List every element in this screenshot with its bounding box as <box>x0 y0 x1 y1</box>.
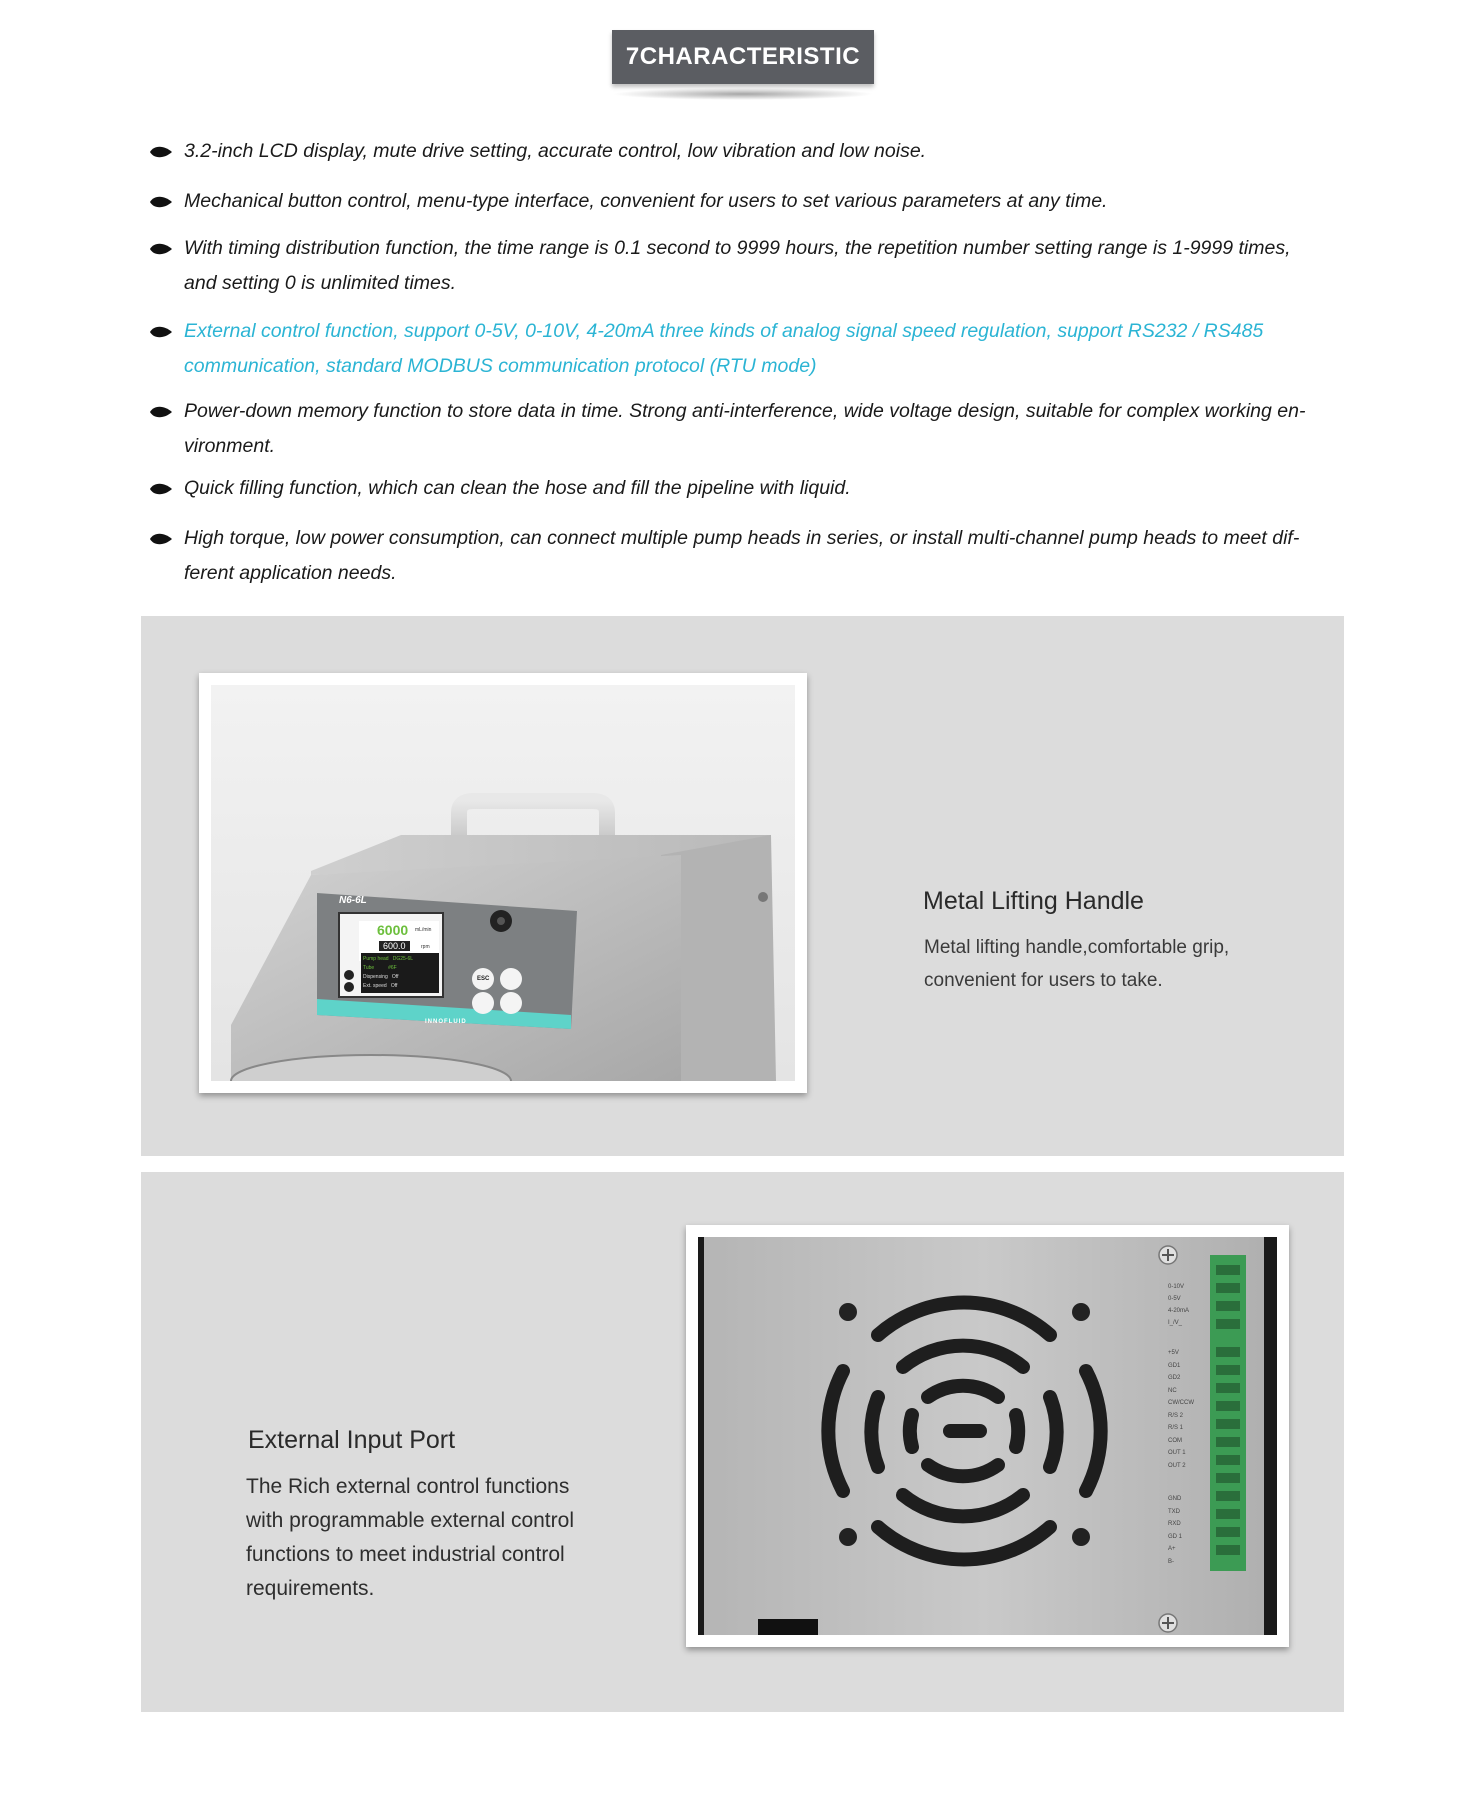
feature-item <box>148 471 1348 506</box>
terminal-label-group <box>1168 1281 1189 1329</box>
device-menu-row: Tube #6F <box>363 965 397 971</box>
feature-item-highlighted <box>148 314 1348 384</box>
device-flow-unit: mL/min <box>415 927 432 933</box>
feature-line: High torque, low power consumption, can connect multiple pump heads in series, or install multi-channel pump heads to meet dif- <box>184 527 1300 549</box>
device-menu-row: Ext. speed Off <box>363 983 398 989</box>
feature-line: ferent application needs. <box>184 562 397 584</box>
terminal-label: A+ <box>1168 1546 1176 1552</box>
terminal-label: TXD <box>1168 1508 1180 1515</box>
feature-line: Quick filling function, which can clean the hose and fill the pipeline with liquid. <box>184 477 851 499</box>
handle-feature-title: Metal Lifting Handle <box>923 887 1144 915</box>
device-brand-label: INNOFLUID <box>425 1019 467 1025</box>
handle-desc-line: convenient for users to take. <box>924 970 1163 991</box>
terminal-label: RXD <box>1168 1521 1181 1527</box>
port-photo-frame <box>686 1225 1289 1647</box>
terminal-label-group <box>1168 1347 1194 1472</box>
pump-photo-frame <box>199 673 807 1093</box>
port-desc-line: functions to meet industrial control <box>246 1543 565 1566</box>
feature-line: With timing distribution function, the time range is 0.1 second to 9999 hours, the repetition number setting range is 1-9999 times, <box>184 237 1291 259</box>
feature-line: External control function, support 0-5V, 0-10V, 4-20mA three kinds of analog signal speed regulation, support RS232 / RS485 <box>184 320 1264 342</box>
terminal-label: COM <box>1168 1437 1182 1444</box>
terminal-label: OUT 2 <box>1168 1462 1186 1469</box>
terminal-label-group <box>1168 1493 1182 1568</box>
terminal-label: GD1 <box>1168 1362 1181 1369</box>
device-menu <box>363 955 413 991</box>
feature-line: communication, standard MODBUS communication protocol (RTU mode) <box>184 355 817 377</box>
feature-item <box>148 394 1348 464</box>
section-title-badge <box>612 30 874 84</box>
handle-feature-description <box>924 931 1229 997</box>
port-desc-line: with programmable external control <box>246 1509 574 1532</box>
terminal-label: B- <box>1168 1558 1174 1565</box>
bullet-icon <box>150 145 172 159</box>
terminal-label: I_/V_ <box>1168 1320 1183 1326</box>
device-speed-value: 600.0 <box>379 941 410 951</box>
port-feature-title: External Input Port <box>248 1426 456 1454</box>
badge-shadow <box>612 88 874 100</box>
port-photo <box>698 1237 1277 1635</box>
bullet-icon <box>150 242 172 256</box>
handle-desc-line: Metal lifting handle,comfortable grip, <box>924 937 1230 958</box>
bullet-icon <box>150 195 172 209</box>
device-menu-row: Pump head DG25-6L <box>363 956 414 962</box>
terminal-label: GD 1 <box>1168 1533 1183 1540</box>
feature-line: and setting 0 is unlimited times. <box>184 272 457 294</box>
terminal-label: 4-20mA <box>1168 1308 1190 1314</box>
terminal-label: 0-5V <box>1168 1296 1181 1302</box>
device-flow-value: 6000 <box>377 922 409 938</box>
port-desc-line: requirements. <box>246 1577 375 1600</box>
bullet-icon <box>150 405 172 419</box>
feature-line: Power-down memory function to store data in time. Strong anti-interference, wide voltage design, suitable for complex working en- <box>184 400 1306 422</box>
device-model-label: N6-6L <box>339 895 367 906</box>
feature-item <box>148 231 1348 301</box>
feature-item <box>148 134 1348 169</box>
bullet-icon <box>150 482 172 496</box>
section-title: 7CHARACTERISTIC <box>625 43 861 70</box>
bullet-icon <box>150 532 172 546</box>
terminal-label: GND <box>1168 1496 1182 1502</box>
port-feature-description <box>246 1470 574 1606</box>
pump-photo <box>211 685 795 1081</box>
pump-illustration <box>211 685 795 1081</box>
port-feature-panel <box>141 1172 1344 1712</box>
handle-feature-panel <box>141 616 1344 1156</box>
device-speed-unit: rpm <box>421 944 430 950</box>
terminal-label: R/S 2 <box>1168 1412 1184 1419</box>
terminal-label: OUT 1 <box>1168 1450 1186 1456</box>
terminal-label: R/S 1 <box>1168 1425 1184 1431</box>
terminal-label: GD2 <box>1168 1375 1181 1381</box>
feature-line: Mechanical button control, menu-type interface, convenient for users to set various parameters at any time. <box>184 190 1108 212</box>
device-esc-button: ESC <box>477 976 490 982</box>
terminal-label: CW/CCW <box>1168 1400 1194 1406</box>
device-menu-row: Dispensing Off <box>363 974 399 980</box>
terminal-label: NC <box>1168 1387 1177 1394</box>
feature-line: 3.2-inch LCD display, mute drive setting, accurate control, low vibration and low noise. <box>184 140 927 162</box>
terminal-label: +5V <box>1168 1350 1179 1356</box>
feature-item <box>148 184 1348 219</box>
terminal-label: 0-10V <box>1168 1284 1185 1290</box>
bullet-icon <box>150 325 172 339</box>
feature-line: vironment. <box>184 435 276 457</box>
port-desc-line: The Rich external control functions <box>246 1475 570 1498</box>
feature-item <box>148 521 1348 591</box>
